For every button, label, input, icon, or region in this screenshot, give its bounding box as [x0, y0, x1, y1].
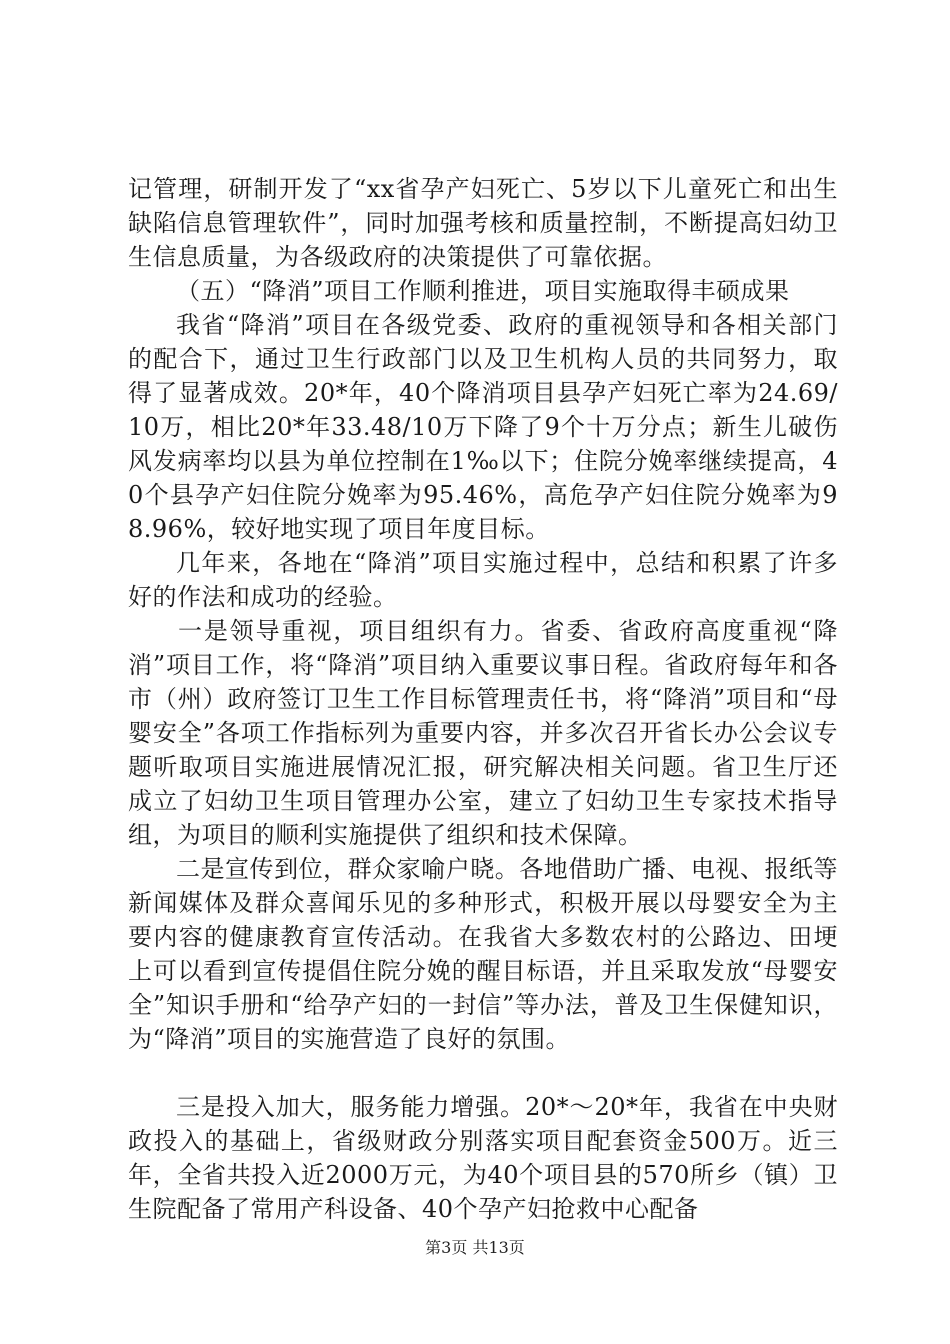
- section-heading-five: （五）“降消”项目工作顺利推进，项目实施取得丰硕成果: [176, 277, 790, 305]
- paragraph-publicity: 二是宣传到位，群众家喻户晓。各地借助广播、电视、报纸等新闻媒体及群众喜闻乐见的多种形式，积极开展以母婴安全为主要内容的健康教育宣传活动。在我省大多数农村的公路边、田埂上可以看到宣传提倡住院分娩的醒目标语，并且采取发放“母婴安全”知识手册和“给孕产妇的一封信”等办法，普及卫生保健知识，为“降消”项目的实施营造了良好的氛围。: [128, 855, 838, 1053]
- document-body: [128, 172, 838, 1226]
- paragraph-experience-intro: 几年来，各地在“降消”项目实施过程中，总结和积累了许多好的作法和成功的经验。: [128, 549, 838, 611]
- paragraph-leadership: 一是领导重视，项目组织有力。省委、省政府高度重视“降消”项目工作，将“降消”项目纳入重要议事日程。省政府每年和各市（州）政府签订卫生工作目标管理责任书，将“降消”项目和“母婴安全”各项工作指标列为重要内容，并多次召开省长办公会议专题听取项目实施进展情况汇报，研究解决相关问题。省卫生厅还成立了妇幼卫生项目管理办公室，建立了妇幼卫生专家技术指导组，为项目的顺利实施提供了组织和技术保障。: [128, 617, 838, 849]
- paragraph-project-results: 我省“降消”项目在各级党委、政府的重视领导和各相关部门的配合下，通过卫生行政部门以及卫生机构人员的共同努力，取得了显著成效。20*年，40个降消项目县孕产妇死亡率为24.69/10万，相比20*年33.48/10万下降了9个十万分点；新生儿破伤风发病率均以县为单位控制在1‰以下；住院分娩率继续提高，40个县孕产妇住院分娩率为95.46%，高危孕产妇住院分娩率为98.96%，较好地实现了项目年度目标。: [128, 311, 838, 543]
- paragraph-info-management: 记管理，研制开发了“xx省孕产妇死亡、5岁以下儿童死亡和出生缺陷信息管理软件”，同时加强考核和质量控制，不断提高妇幼卫生信息质量，为各级政府的决策提供了可靠依据。: [128, 175, 838, 271]
- paragraph-investment: 三是投入加大，服务能力增强。20*～20*年，我省在中央财政投入的基础上，省级财政分别落实项目配套资金500万。近三年，全省共投入近2000万元，为40个项目县的570所乡（镇）卫生院配备了常用产科设备、40个孕产妇抢救中心配备: [128, 1093, 838, 1223]
- page-number-footer: 第3页 共13页: [425, 1238, 525, 1257]
